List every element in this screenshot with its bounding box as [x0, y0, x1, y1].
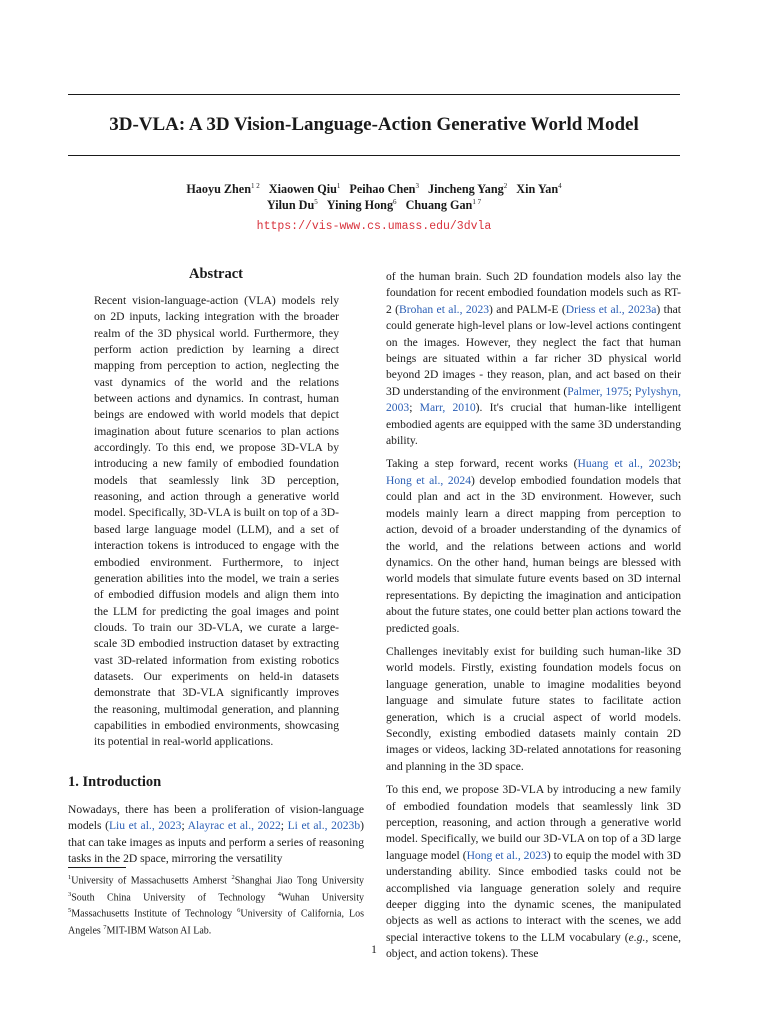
title-bottom-rule — [68, 155, 680, 156]
paragraph: Taking a step forward, recent works (Huang et al., 2023b; Hong et al., 2024) develop embodied foundation models that could plan and act in the 3D environment. However, such models mainly learn a direct mapping from perception to action, devoid of a broader understanding of the dynamics of the world, and the relations between actions and world dynamics. On the other hand, human beings are blessed with world models that simulate future events based on 3D internal representations. By depicting the imagination and anticipation about the future states, one could better plan actions toward the predicted goals. — [386, 457, 681, 635]
citation-link[interactable]: Driess et al., 2023a — [565, 302, 657, 316]
citation-link[interactable]: Hong et al., 2023 — [466, 848, 547, 862]
author: Xin Yan$^4$ — [516, 182, 562, 197]
citation-link[interactable]: Brohan et al., 2023 — [399, 302, 490, 316]
citation-link[interactable]: Palmer, 1975 — [567, 384, 629, 398]
affiliations-footnote: $^1$University of Massachusetts Amherst $^2$Shanghai Jiao Tong University $^3$South China University of Technology $^4$Wuhan University $^5$Massachusetts Institute of Technology $^6$University of California, Los Angeles $^7$MIT-IBM Watson AI Lab. — [68, 874, 364, 936]
citation-link[interactable]: Pylyshyn, 2003 — [386, 384, 681, 415]
citation-link[interactable]: Liu et al., 2023 — [108, 819, 182, 833]
paragraph: To this end, we propose 3D-VLA by introducing a new family of embodied foundation models that seamlessly link 3D perception, reasoning, and action through a generative world model. Specifically, we build our 3D-VLA on top of a 3D large language model (Hong et al., 2023) to equip the model with 3D understanding ability. Since embodied tasks could not be accomplished via language generation solely and require deeper digging into the dynamic scenes, the manipulated objects as well as actions to interact with the scenes, we add special interactive tokens to the LLM vocabulary (e.g., scene, object, and action tokens). These — [386, 783, 681, 961]
abstract-text: Recent vision-language-action (VLA) models rely on 2D inputs, lacking integration with the broader realm of the 3D physical world. Furthermore, they perform action prediction by learning a direct mapping from perception to action, neglecting the vast dynamics of the world and the relations between actions and dynamics. In contrast, human beings are endowed with world models that depict imagination about future scenarios to plan actions accordingly. To this end, we propose 3D-VLA by introducing a new family of embodied foundation models that seamlessly link 3D perception, reasoning, and action through a generative world model. Specifically, 3D-VLA is built on top of a 3D-based large language model (LLM), and a set of interaction tokens is introduced to engage with the embodied environment. Furthermore, to inject generation abilities into the model, we train a series of embodied diffusion models and align them into the LLM for predicting the goal images and point clouds. To train our 3D-VLA, we curate a large-scale 3D embodied instruction dataset by extracting vast 3D-related information from existing robotics datasets. Our experiments on held-in datasets demonstrate that 3D-VLA significantly improves the reasoning, multimodal generation, and planning capabilities in embodied environments, showcasing its potential in real-world applications. — [94, 294, 339, 749]
author: Haoyu Zhen$^{1 2}$ — [186, 182, 260, 197]
right-column — [386, 269, 681, 970]
citation-link[interactable]: Li et al., 2023b — [287, 819, 361, 833]
introduction-heading: 1. Introduction — [68, 774, 162, 790]
author: Yilun Du$^5$ — [266, 198, 318, 213]
paragraph: Challenges inevitably exist for building such human-like 3D world models. Firstly, existing foundation models focus on language generation, unable to imagine modalities beyond language and simulate future states to facilitate action generation, which is a crucial aspect of world models. Secondly, existing embodied datasets mainly contain 2D images or videos, lacking 3D-related annotations for reasoning and planning in the 3D space. — [386, 644, 681, 773]
authors-line-2 — [68, 198, 680, 213]
paper-title: 3D-VLA: A 3D Vision-Language-Action Generative World Model — [109, 114, 639, 135]
page-number: 1 — [371, 944, 377, 956]
citation-link[interactable]: Marr, 2010 — [419, 401, 476, 415]
author: Yining Hong$^6$ — [326, 198, 397, 213]
footnote-rule — [68, 867, 126, 868]
author: Jincheng Yang$^2$ — [427, 182, 508, 197]
author: Chuang Gan$^{1 7}$ — [405, 198, 482, 213]
top-rule — [68, 94, 680, 95]
author: Peihao Chen$^3$ — [349, 182, 419, 197]
paragraph: of the human brain. Such 2D foundation models also lay the foundation for recent embodied foundation models such as RT-2 (Brohan et al., 2023) and PALM-E (Driess et al., 2023a) that could generate high-level plans or low-level actions contingent on the images. However, they neglect the fact that human beings are situated within a far richer 3D physical world beyond 2D images - they reason, plan, and act based on their 3D understanding of the environment (Palmer, 1975; Pylyshyn, 2003; Marr, 2010). It's crucial that human-like intelligent embodied agents are equipped with the same 3D understanding ability. — [386, 270, 682, 448]
introduction-paragraph: Nowadays, there has been a proliferation of vision-language models (Liu et al., 2023; Alayrac et al., 2022; Li et al., 2023b) that can take images as inputs and perform a series of reasoning tasks in the 2D space, mirroring the versatility — [68, 803, 365, 866]
project-url-link[interactable]: https://vis-www.cs.umass.edu/3dvla — [256, 220, 492, 233]
citation-link[interactable]: Hong et al., 2024 — [386, 473, 472, 487]
citation-link[interactable]: Huang et al., 2023b — [577, 457, 678, 471]
authors-line-1 — [68, 182, 680, 197]
abstract-heading: Abstract — [189, 266, 243, 282]
author: Xiaowen Qiu$^1$ — [268, 182, 341, 197]
citation-link[interactable]: Alayrac et al., 2022 — [187, 819, 281, 833]
